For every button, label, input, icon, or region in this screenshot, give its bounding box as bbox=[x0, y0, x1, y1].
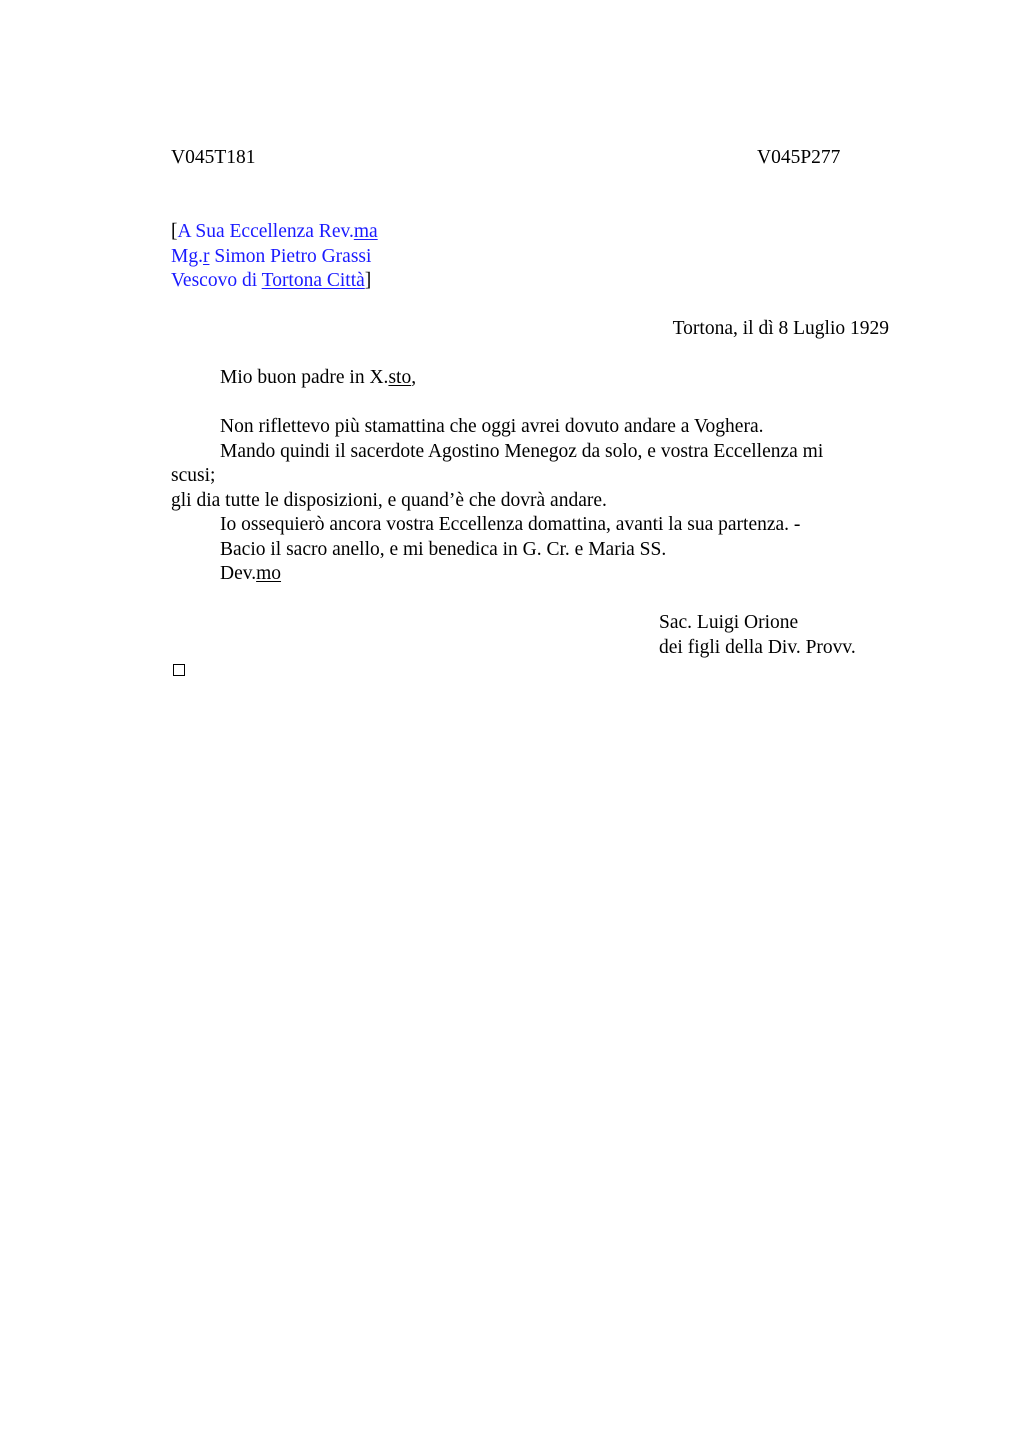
salutation bbox=[220, 366, 416, 391]
closing-text: Dev. bbox=[220, 563, 257, 584]
address-role: Vescovo di bbox=[171, 270, 262, 291]
address-abbrev-ma: ma bbox=[353, 221, 378, 242]
address-name: Simon Pietro Grassi bbox=[209, 245, 372, 267]
document-ref-right: V045P277 bbox=[757, 147, 841, 168]
closing-abbrev: mo bbox=[256, 563, 282, 584]
signature-block bbox=[659, 611, 856, 660]
address-mg-prefix: Mg. bbox=[171, 245, 203, 267]
body-line: Non riflettevo più stamattina che oggi avrei dovuto andare a Voghera. bbox=[220, 416, 764, 437]
letter-body bbox=[171, 415, 823, 587]
address-line-2 bbox=[171, 245, 378, 270]
signature-name: Sac. Luigi Orione bbox=[659, 612, 799, 633]
salutation-abbrev: sto bbox=[388, 367, 412, 388]
body-line: scusi; bbox=[171, 465, 216, 486]
closing bbox=[171, 562, 823, 587]
close-bracket: ] bbox=[364, 270, 372, 291]
body-line: gli dia tutte le disposizioni, e quand’è che dovrà andare. bbox=[171, 489, 607, 511]
document-ref-left: V045T181 bbox=[171, 147, 256, 168]
address-title: A Sua Eccellenza Rev. bbox=[177, 221, 354, 242]
signature-title: dei figli della Div. Provv. bbox=[659, 636, 856, 658]
body-line: Mando quindi il sacerdote Agostino Menegoz da solo, e vostra Eccellenza mi bbox=[220, 440, 824, 462]
date-line: Tortona, il dì 8 Luglio 1929 bbox=[672, 318, 889, 339]
checkbox-square-icon bbox=[173, 664, 185, 676]
address-line-3 bbox=[171, 269, 378, 294]
address-line-1 bbox=[171, 220, 378, 245]
salutation-text: Mio buon padre in X. bbox=[220, 367, 389, 388]
address-abbrev-r: r bbox=[202, 245, 210, 267]
body-line: Io ossequierò ancora vostra Eccellenza domattina, avanti la sua partenza. - bbox=[220, 514, 801, 535]
address-place-link[interactable]: Tortona Città bbox=[261, 270, 365, 291]
address-block bbox=[171, 220, 378, 294]
open-bracket: [ bbox=[171, 221, 178, 242]
salutation-comma: , bbox=[411, 367, 417, 388]
body-line: Bacio il sacro anello, e mi benedica in G. Cr. e Maria SS. bbox=[220, 538, 667, 560]
